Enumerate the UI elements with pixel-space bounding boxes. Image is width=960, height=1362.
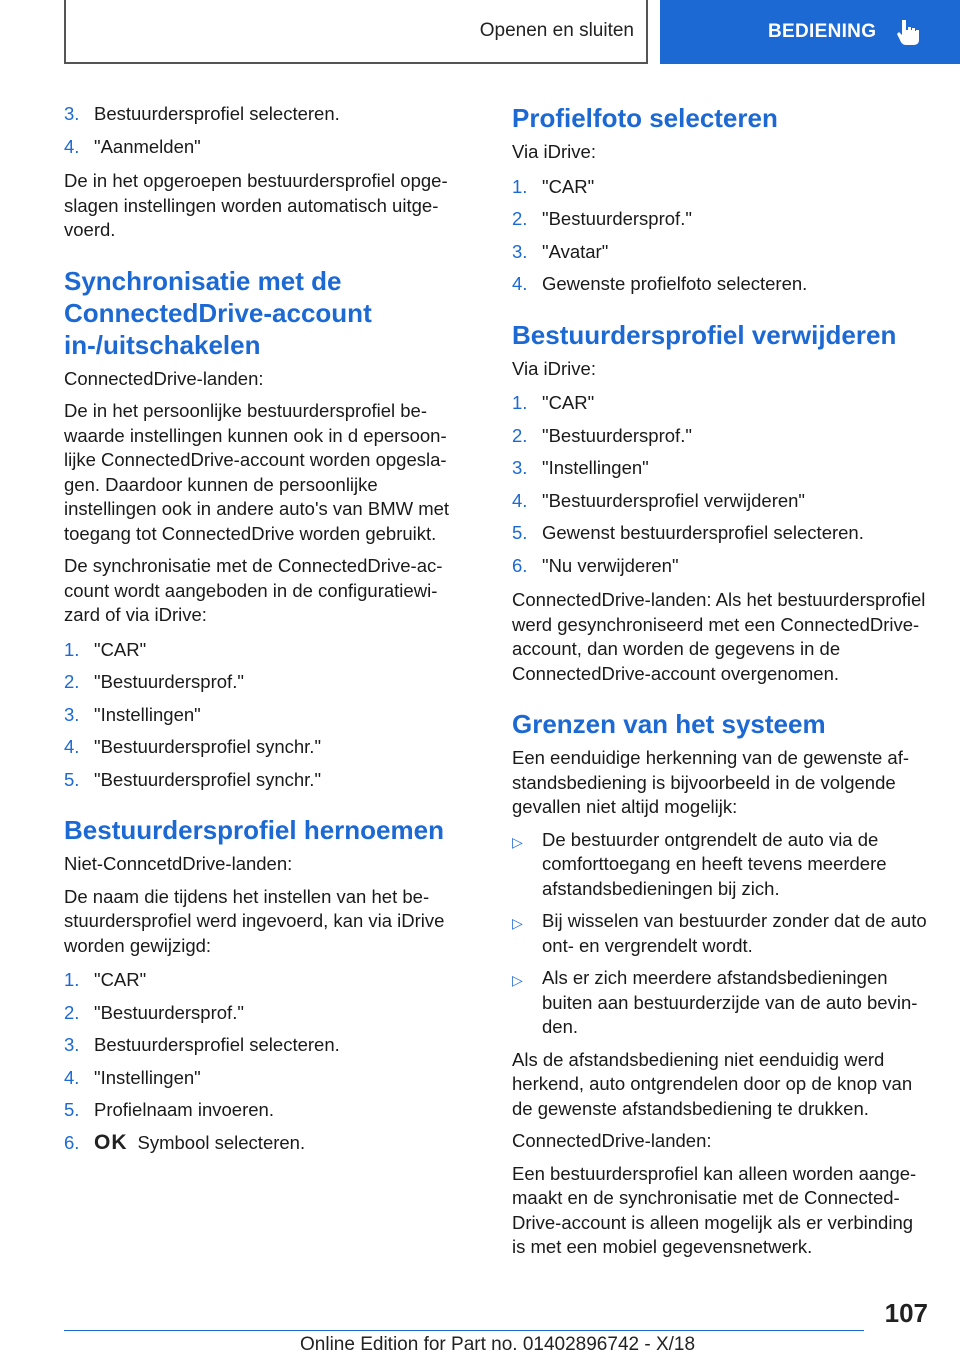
step-text: "Bestuurdersprof.": [94, 671, 244, 692]
list-item: [512, 554, 928, 579]
step-text: "CAR": [94, 969, 147, 990]
list-item: [512, 240, 928, 265]
list-item: [64, 638, 466, 663]
step-number: 5.: [512, 522, 528, 543]
step-text: "CAR": [94, 638, 147, 660]
limits-bullet-list: [512, 828, 928, 1040]
step-text: "Bestuurdersprof.": [542, 424, 692, 446]
step-number: 1.: [64, 638, 80, 660]
step-number: 2.: [64, 1001, 80, 1023]
paragraph: ConnectedDrive-landen:: [64, 367, 264, 389]
step-number: 6.: [512, 554, 528, 576]
step-number: 1.: [512, 392, 528, 413]
paragraph: Via iDrive:: [512, 141, 596, 162]
step-text: "Bestuurdersprofiel verwijderen": [542, 489, 806, 511]
paragraph: ConnectedDrive-landen: Als het bestuurdersprofiel werd gesynchroniseerd met een ConnectedDrive-account, dan worden de gegevens in de ConnectedDrive-account overgenomen.: [512, 589, 926, 684]
list-item: [64, 1001, 466, 1026]
list-item: [64, 1066, 466, 1091]
step-text: Bestuurdersprofiel selecteren.: [94, 1034, 340, 1055]
paragraph: De naam die tijdens het instellen van het bestuurdersprofiel werd ingevoerd, kan via iDrive worden gewijzigd:: [64, 885, 445, 956]
list-item: [512, 489, 928, 514]
bullet-text: Bij wisselen van bestuurder zonder dat de auto ont- en vergrendelt wordt.: [542, 910, 927, 956]
paragraph: De in het persoonlijke bestuurdersprofiel bewaarde instellingen kunnen ook in d epersoonlijke ConnectedDrive-account worden opgeslagen. Daardoor kunnen de persoonlijke instellingen ook in andere auto's van BMW met toegang tot ConnectedDrive worden gebruikt.: [64, 400, 450, 544]
triangle-bullet-icon: ▷: [512, 833, 523, 850]
heading-delete: Bestuurdersprofiel verwijderen: [512, 319, 897, 350]
step-number: 1.: [512, 175, 528, 197]
step-text: Symbool selecteren.: [137, 1131, 306, 1153]
page-number: 107: [884, 1298, 928, 1328]
paragraph: De in het opgeroepen bestuurdersprofiel opgeslagen instellingen worden automatisch uitgevoerd.: [64, 170, 448, 240]
step-number: 4.: [64, 1066, 80, 1088]
step-text: "CAR": [542, 392, 595, 413]
step-text: "Avatar": [542, 240, 609, 262]
triangle-bullet-icon: ▷: [512, 915, 523, 931]
header-section-tab: [64, 0, 648, 64]
footer-divider: [64, 1330, 864, 1331]
step-number: 5.: [64, 768, 80, 790]
rename-steps-list: [64, 968, 466, 1155]
paragraph: Als de afstandsbediening niet eenduidig werd herkend, auto ontgrendelen door op de knop van de gewenste afstandsbediening te drukken.: [512, 1048, 913, 1119]
list-item: [64, 102, 466, 127]
bullet-text: Als er zich meerdere afstandsbedieningen buiten aan bestuurderzijde van de auto bevinden.: [542, 967, 918, 1037]
list-item: [64, 1131, 466, 1156]
step-number: 2.: [512, 424, 528, 446]
step-number: 2.: [64, 671, 80, 692]
photo-steps-list: [512, 175, 928, 297]
step-text: "CAR": [542, 175, 595, 197]
list-item: [64, 703, 466, 728]
paragraph: ConnectedDrive-landen:: [512, 1130, 712, 1151]
step-text: "Instellingen": [94, 703, 201, 725]
list-item: [512, 272, 928, 297]
heading-sync: Synchronisatie met de ConnectedDrive-account in-/uitschakelen: [64, 265, 372, 360]
left-column: [64, 102, 466, 1165]
ok-symbol-icon: OK: [94, 1130, 128, 1154]
step-text: "Instellingen": [94, 1066, 201, 1088]
list-item: [512, 424, 928, 449]
header-section-title: Openen en sluiten: [479, 20, 634, 41]
list-item: [512, 828, 928, 902]
list-item: [64, 135, 466, 160]
step-number: 2.: [512, 208, 528, 229]
list-item: [64, 1098, 466, 1123]
list-item: [512, 521, 928, 546]
step-number: 4.: [512, 489, 528, 511]
step-text: "Bestuurdersprof.": [542, 208, 692, 229]
step-number: 3.: [512, 240, 528, 262]
step-number: 3.: [64, 103, 80, 124]
paragraph: Via iDrive:: [512, 357, 596, 379]
step-text: Gewenste profielfoto selecteren.: [542, 273, 808, 294]
list-item: [64, 670, 466, 695]
step-number: 6.: [64, 1131, 80, 1153]
paragraph: De synchronisatie met de ConnectedDrive-account wordt aangeboden in de configuratiewizard of via iDrive:: [64, 555, 443, 625]
step-text: "Bestuurdersprof.": [94, 1001, 244, 1023]
triangle-bullet-icon: ▷: [512, 972, 523, 988]
header-chapter-tab: [660, 0, 960, 64]
heading-limits: Grenzen van het systeem: [512, 709, 826, 739]
delete-steps-list: [512, 391, 928, 578]
step-text: Bestuurdersprofiel selecteren.: [94, 103, 340, 124]
step-number: 3.: [512, 457, 528, 478]
list-item: [64, 968, 466, 993]
step-number: 1.: [64, 969, 80, 990]
paragraph: Een eenduidige herkenning van de gewenste afstandsbediening is bijvoorbeeld in de volgende gevallen niet altijd mogelijk:: [512, 747, 910, 817]
footer-edition: [300, 1334, 695, 1356]
right-column: [512, 102, 928, 1268]
step-text: Gewenst bestuurdersprofiel selecteren.: [542, 522, 864, 543]
step-text: Profielnaam invoeren.: [94, 1099, 274, 1120]
step-number: 4.: [64, 736, 80, 757]
step-text: "Aanmelden": [94, 135, 201, 157]
step-text: "Nu verwijderen": [542, 554, 679, 576]
step-number: 4.: [512, 273, 528, 294]
pointing-hand-icon: [896, 18, 920, 46]
continued-steps-list: [64, 102, 466, 159]
step-text: "Bestuurdersprofiel synchr.": [94, 768, 322, 790]
paragraph: Een bestuurdersprofiel kan alleen worden aangemaakt en de synchronisatie met de ConnectedDrive-account is alleen mogelijk als er verbinding is met een mobiel gegevensnetwerk.: [512, 1162, 917, 1257]
paragraph: Niet-ConncetdDrive-landen:: [64, 853, 293, 874]
step-number: 3.: [64, 1034, 80, 1055]
list-item: [512, 391, 928, 416]
list-item: [512, 175, 928, 200]
bullet-text: De bestuurder ontgrendelt de auto via de comforttoegang en heeft tevens meerdere afstandsbedieningen bij zich.: [542, 828, 887, 899]
edition-text: Online Edition for Part no. 01402896742 - X/18: [300, 1334, 696, 1355]
step-number: 5.: [64, 1099, 80, 1120]
step-number: 4.: [64, 135, 80, 157]
header-chapter-title: BEDIENING: [768, 21, 877, 42]
heading-photo: Profielfoto selecteren: [512, 103, 778, 133]
list-item: [512, 207, 928, 232]
step-text: "Instellingen": [542, 457, 649, 478]
sync-steps-list: [64, 638, 466, 793]
list-item: [512, 909, 928, 958]
list-item: [512, 966, 928, 1040]
heading-rename: Bestuurdersprofiel hernoemen: [64, 815, 444, 845]
list-item: [512, 456, 928, 481]
step-text: "Bestuurdersprofiel synchr.": [94, 736, 322, 757]
step-number: 3.: [64, 703, 80, 725]
list-item: [64, 735, 466, 760]
list-item: [64, 1033, 466, 1058]
list-item: [64, 768, 466, 793]
